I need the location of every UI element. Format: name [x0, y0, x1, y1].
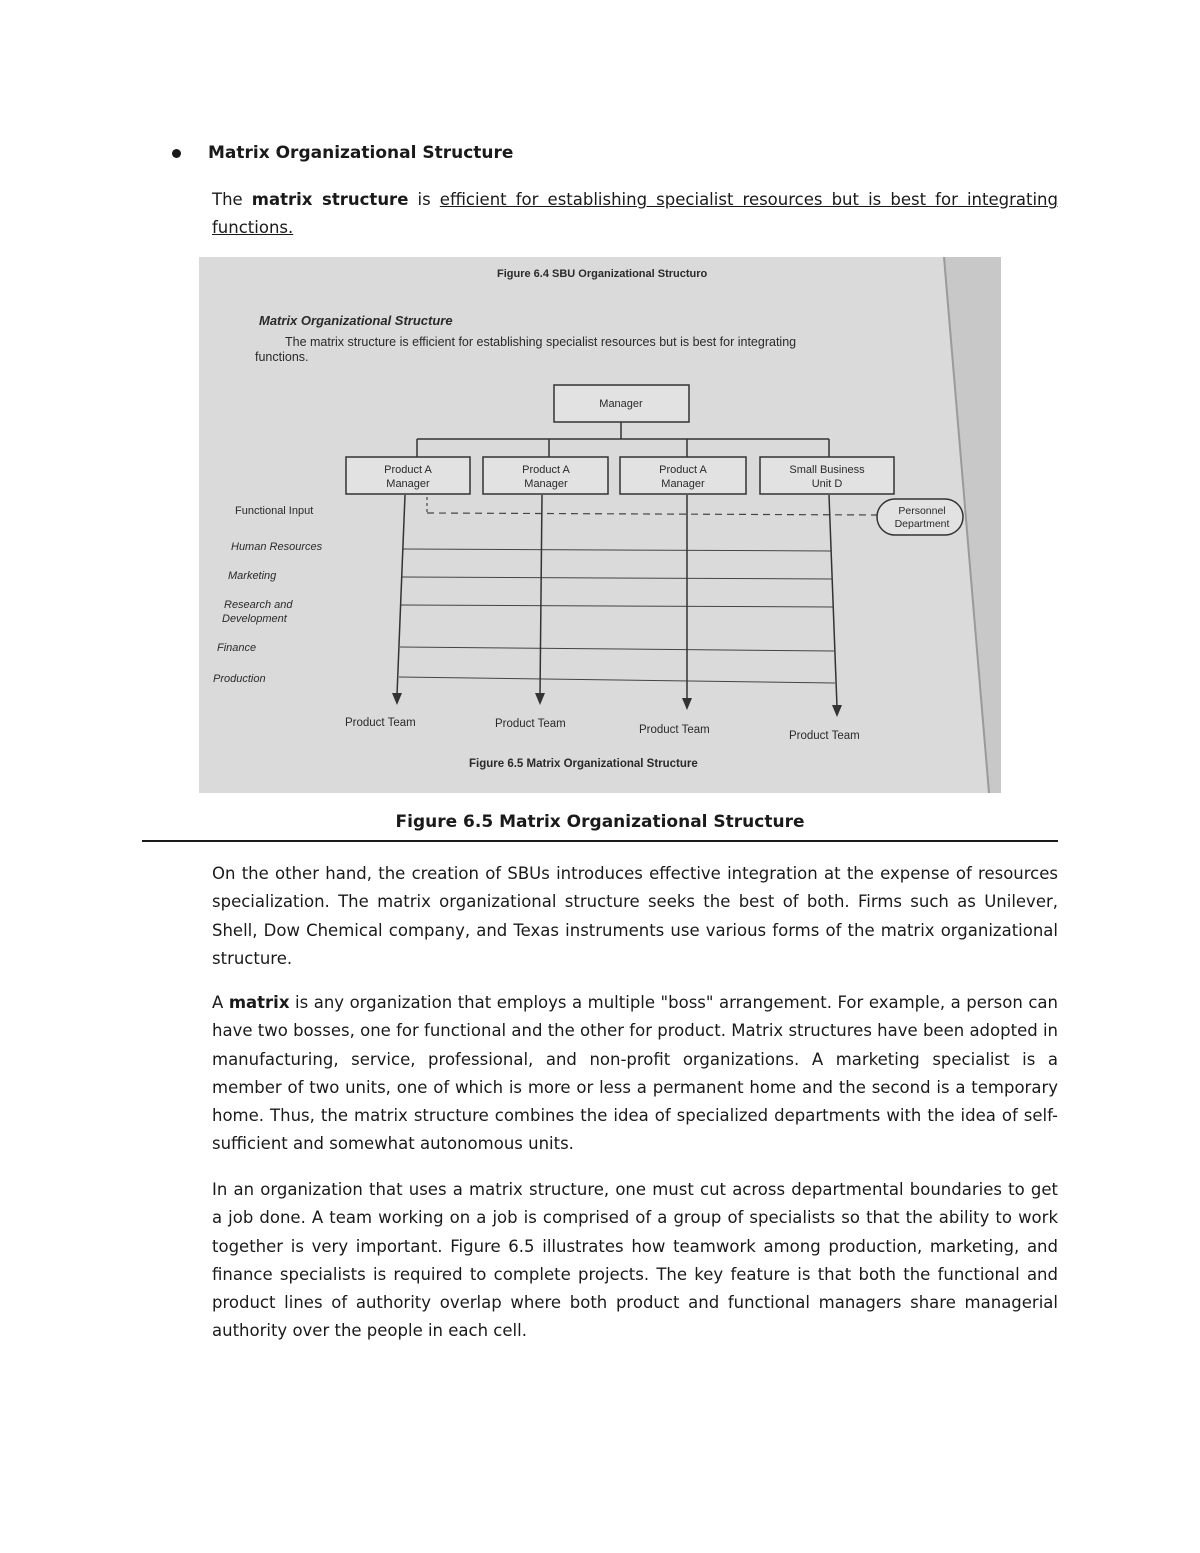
row-label-finance: Finance: [217, 642, 257, 654]
paragraph-sbu-integration: On the other hand, the creation of SBUs introduces effective integration at the expense of resources specialization. The matrix organizational structure seeks the best of both. Firms such as Unilever, Shell, Dow Chemical company, and Texas instruments use various forms of the matrix organizational structure.: [212, 864, 1058, 968]
column-2-line2: Manager: [524, 478, 568, 490]
intro-text-pre: The: [212, 190, 252, 209]
figure-caption: Figure 6.5 Matrix Organizational Structure: [395, 812, 805, 832]
row-label-marketing: Marketing: [228, 570, 277, 582]
figure-desc-line1: The matrix structure is efficient for establishing specialist resources but is best for integrating: [285, 335, 797, 349]
column-3-line2: Manager: [661, 478, 705, 490]
column-arrow-2-head: [535, 693, 545, 705]
grid-row-line-1: [403, 549, 831, 551]
column-4-line1: Small Business: [789, 464, 865, 476]
product-team-label-3: Product Team: [639, 724, 710, 736]
intro-text-mid: is: [408, 190, 440, 209]
row-label-human-resources: Human Resources: [231, 541, 323, 553]
row-label-development: Development: [222, 613, 287, 625]
column-arrow-4-head: [832, 705, 842, 717]
product-team-label-1: Product Team: [345, 717, 416, 729]
column-1-line2: Manager: [386, 478, 430, 490]
p2-text-rest: is any organization that employs a multiple "boss" arrangement. For example, a person can have two bosses, one for functional and the other for product. Matrix structures have been adopted in manufacturing, service, professional, and non-profit organizations. A marketing specialist is a member of two units, one of which is more or less a permanent home and the second is a temporary home. Thus, the matrix structure combines the idea of specialized departments with the idea of self-sufficient and somewhat autonomous units.: [212, 993, 1058, 1154]
column-arrow-3-head: [682, 698, 692, 710]
figure-desc-line2: functions.: [255, 350, 309, 364]
column-arrow-4-line: [829, 495, 837, 707]
column-4-line2: Unit D: [811, 478, 843, 490]
grid-row-line-4: [400, 647, 834, 651]
intro-bold-term: matrix structure: [251, 190, 409, 209]
figure-header: Figure 6.4 SBU Organizational Structuro: [497, 268, 708, 280]
section-heading: Matrix Organizational Structure: [208, 143, 514, 163]
figure-inner-caption: Figure 6.5 Matrix Organizational Structure: [469, 758, 698, 770]
intro-paragraph: [212, 186, 1058, 243]
column-arrow-1-line: [397, 495, 405, 695]
figure-title: Matrix Organizational Structure: [259, 313, 453, 328]
intro-underlined-text: efficient for establishing specialist resources but is best for integrating functions.: [212, 190, 1058, 238]
grid-row-line-3: [401, 605, 833, 607]
p2-bold-term: matrix: [228, 993, 290, 1012]
figure-photo: [199, 257, 1001, 793]
manager-label: Manager: [599, 398, 643, 410]
grid-row-line-2: [402, 577, 832, 579]
column-arrow-2-line: [540, 495, 542, 695]
product-team-label-4: Product Team: [789, 730, 860, 742]
column-3-line1: Product A: [659, 464, 707, 476]
bullet-icon: [172, 149, 181, 158]
grid-row-line-5: [399, 677, 835, 683]
caption-divider: [142, 840, 1058, 842]
column-2-line1: Product A: [522, 464, 570, 476]
paragraph-teamwork: In an organization that uses a matrix structure, one must cut across departmental boundaries to get a job done. A team working on a job is comprised of a group of specialists so that the ability to work together is very important. Figure 6.5 illustrates how teamwork among production, marketing, and finance specialists is required to complete projects. The key feature is that both the functional and product lines of authority overlap where both product and functional managers share managerial authority over the people in each cell.: [212, 1180, 1058, 1341]
row-label-production: Production: [213, 673, 266, 685]
p2-text-pre: A: [212, 993, 229, 1012]
functional-input-label: Functional Input: [235, 505, 314, 517]
product-team-label-2: Product Team: [495, 718, 566, 730]
column-1-line1: Product A: [384, 464, 432, 476]
section-heading-row: [172, 143, 513, 163]
row-label-research: Research and: [224, 599, 293, 611]
paragraph-matrix-definition: [212, 989, 1058, 1159]
column-arrow-1-head: [392, 693, 402, 705]
personnel-line1: Personnel: [898, 505, 946, 517]
personnel-line2: Department: [894, 518, 950, 530]
functional-input-dashed-line: [427, 513, 879, 515]
matrix-diagram: [199, 257, 1001, 793]
